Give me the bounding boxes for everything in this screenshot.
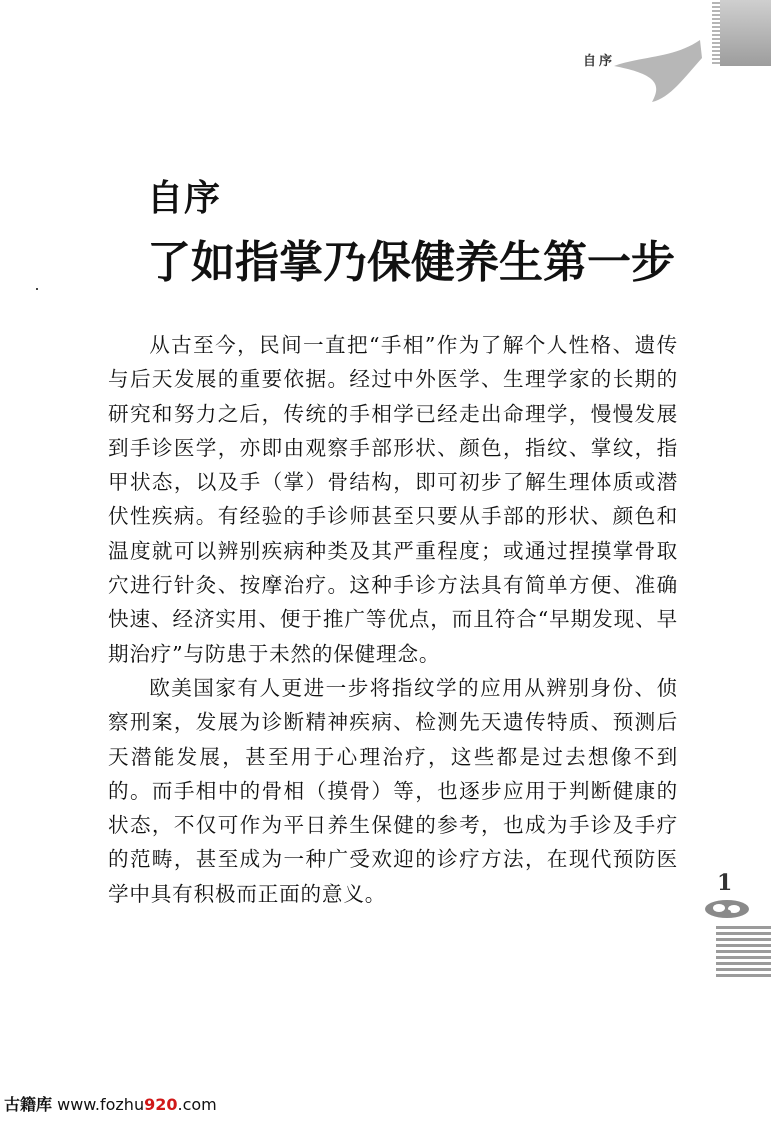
- paragraph: 欧美国家有人更进一步将指纹学的应用从辨别身份、侦察刑案，发展为诊断精神疾病、检测先天遗传特质、预测后天潜能发展，甚至用于心理治疗，这些都是过去想像不到的。而手相中的骨相（摸骨）等，也逐步应用于判断健康的状态，不仅可作为平日养生保健的参考，也成为手诊及手疗的范畴，甚至成为一种广受欢迎的诊疗方法，在现代预防医学中具有积极而正面的意义。: [108, 675, 678, 906]
- running-head: 自序: [583, 54, 616, 69]
- footer-site-prefix: www.fozhu: [57, 1095, 145, 1114]
- chapter-title: 自序: [147, 178, 222, 219]
- print-speck: [36, 288, 38, 290]
- header-gray-tab: [712, 0, 771, 66]
- footer-site-number: 920: [144, 1095, 178, 1114]
- body-text: [108, 328, 678, 911]
- footer-watermark: [4, 1092, 217, 1115]
- hand-ornament-icon: [612, 38, 704, 104]
- cloud-ornament-icon: [703, 896, 751, 920]
- page-number: 1: [717, 870, 733, 896]
- page-stripes-decoration: [716, 926, 771, 978]
- paragraph: 从古至今，民间一直把“手相”作为了解个人性格、遗传与后天发展的重要依据。经过中外医学、生理学家的长期的研究和努力之后，传统的手相学已经走出命理学，慢慢发展到手诊医学，亦即由观察手部形状、颜色，指纹、掌纹，指甲状态，以及手（掌）骨结构，即可初步了解生理体质或潜伏性疾病。有经验的手诊师甚至只要从手部的形状、颜色和温度就可以辨别疾病种类及其严重程度；或通过捏摸掌骨取穴进行针灸、按摩治疗。这种手诊方法具有简单方便、准确快速、经济实用、便于推广等优点，而且符合“早期发现、早期治疗”与防患于未然的保健理念。: [108, 333, 678, 666]
- footer-site-suffix: .com: [177, 1095, 217, 1114]
- chapter-subtitle: 了如指掌乃保健养生第一步: [147, 237, 675, 288]
- footer-brand: 古籍库: [4, 1095, 53, 1114]
